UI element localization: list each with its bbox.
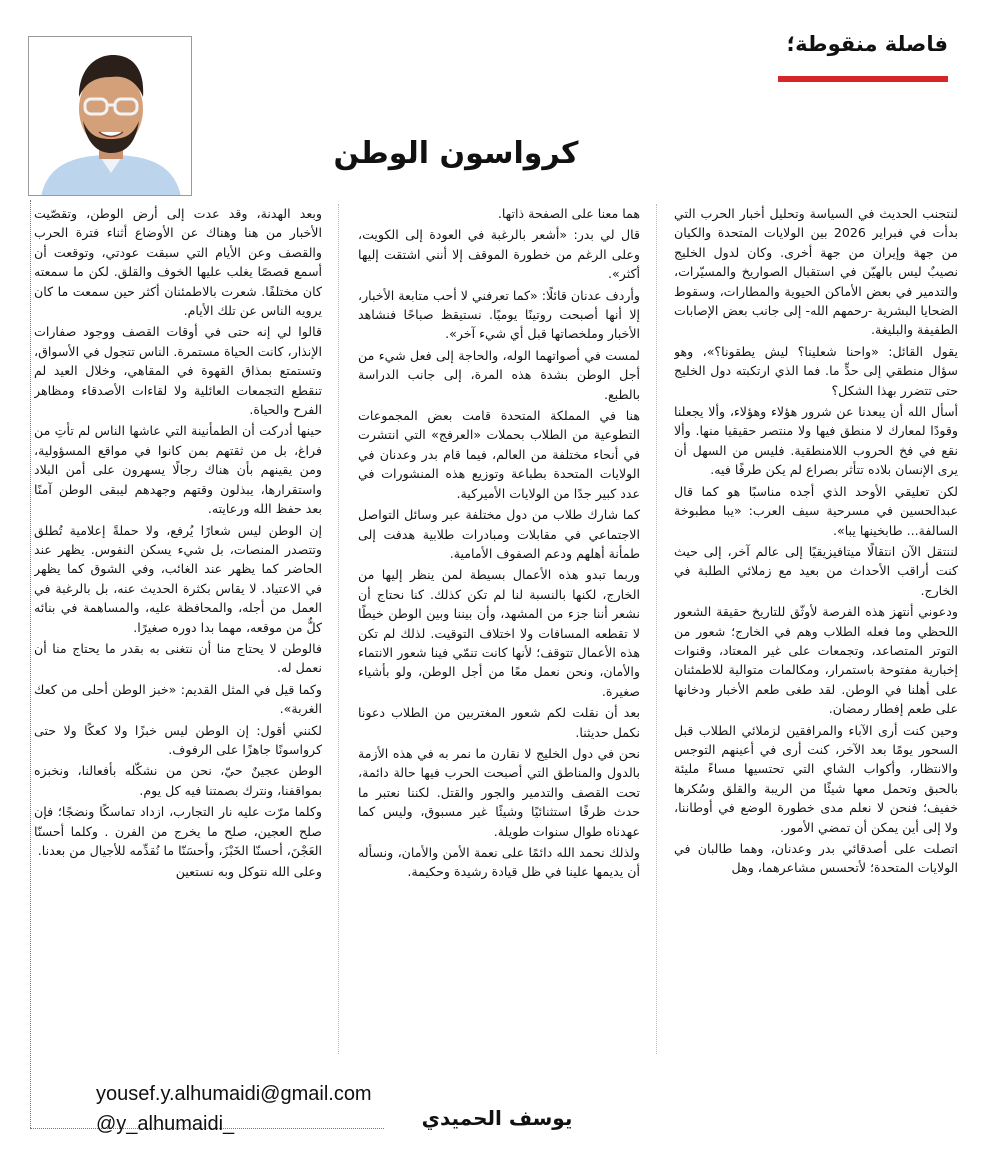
paragraph: ولذلك نحمد الله دائمًا على نعمة الأمن والأمان، ونسأله أن يديمها علينا في ظل قيادة رشيدة وحكيمة. — [358, 845, 640, 880]
article-body — [34, 204, 958, 1054]
author-name: يوسف الحميدي — [421, 1106, 573, 1130]
paragraph: لنتجنب الحديث في السياسة وتحليل أخبار الحرب التي بدأت في فبراير 2026 بين الولايات المتحدة والكيان من جهة وإيران من جهة أخرى. وكان لدول الخليج نصيبٌ ليس بالهيّن في استقبال الصواريخ والمسيّرات، والتدمير في بعض الأماكن الحيوية والمطارات، وسقوط الضحايا البشرية -رحمهم الله- إلى جانب بعض الإصابات الطفيفة والبليغة. — [674, 206, 958, 338]
section-label-text: فاصلة منقوطة؛ — [786, 32, 948, 56]
paragraph: يقول القائل: «واحنا شعلينا؟ ليش يطقونا؟»، وهو سؤال منطقي إلى حدٍّ ما. فما الذي ارتكبته دول الخليج حتى تتضرر بهذا الشكل؟ — [674, 343, 958, 398]
author-photo — [28, 36, 192, 196]
paragraph: وربما تبدو هذه الأعمال بسيطة لمن ينظر إليها من الخارج، لكنها بالنسبة لنا لم تكن كذلك. كنا نحتاج أن نشعر أننا جزء من المشهد، وأن بيننا وبين الوطن خيطًا لا تقطعه المسافات ولا اختلاف التوقيت. لذلك لم تكن هذه الأعمال تتوقف؛ لأنها كانت تنمّي فينا شعور الانتماء والأمان، ونحن نعمل معًا من أجل الوطن، ولو بأشياء صغيرة. — [358, 567, 640, 699]
author-email[interactable]: yousef.y.alhumaidi@gmail.com — [96, 1083, 372, 1105]
paragraph: الوطن عجينٌ حيّ، نحن من نشكّله بأفعالنا، ونخبزه بمواقفنا، ونترك بصمتنا فيه كل يوم. — [34, 763, 322, 798]
paragraph: قال لي بدر: «أشعر بالرغبة في العودة إلى الكويت، وعلى الرغم من خطورة الموقف إلا أنني اشتقت إليها أكثر». — [358, 227, 640, 282]
paragraph: ودعوني أنتهز هذه الفرصة لأوثّق للتاريخ حقيقة الشعور اللحظي وما فعله الطلاب وهم في الخارج؛ شعور من التوتر المتصاعد، وتجمعات على غير المعتاد، وقنوات إخبارية مفتوحة باستمرار، ومكالمات متوالية للاطمئنان على أهلنا في الوطن. لقد طغى طعم الأخبار ودخانها على طعم إفطار رمضان. — [674, 604, 958, 717]
section-label — [778, 32, 948, 56]
article-column-3 — [34, 204, 322, 1054]
paragraph: وأردف عدنان قائلًا: «كما تعرفني لا أحب متابعة الأخبار، إلا أنها أصبحت روتينًا يوميًا. نستيقظ صباحًا فنشاهد الأخبار وملخصاتها قبل أي شيء آخر». — [358, 287, 640, 342]
paragraph: وحين كنت أرى الآباء والمرافقين لزملائي الطلاب قبل السحور يومًا بعد الآخر، كنت أرى في أعينهم التوجس والانتظار، وأكواب الشاي التي تحتسيها مساءً مليئة بالحبق وتحمل معها شيئًا من الريبة والقلق وسُكرها خفيف؛ فنحن لا نعلم مدى خطورة الوضع في أوطاننا، ولا إلى أين يمكن أن تمضي الأمور. — [674, 722, 958, 835]
article-column-1 — [674, 204, 958, 1054]
paragraph: هنا في المملكة المتحدة قامت بعض المجموعات التطوعية من الطلاب بحملات «العرفج» التي انتشرت في أنحاء مختلفة من العالم، فيما قام بدر وعدنان في الولايات المتحدة بطباعة وتوزيع هذه المنشورات في عدد كبير جدًا من الولايات الأميركية. — [358, 408, 640, 501]
paragraph: وعلى الله نتوكل وبه نستعين — [175, 864, 322, 880]
paragraph: أسأل الله أن يبعدنا عن شرور هؤلاء وهؤلاء، وألا يجعلنا وقودًا لمعارك لا منطق فيها ولا منتصر حقيقيا منها. وألا نقع في فخ الحروب اللامنطقية. فليس من السهل أن يرى الإنسان بلاده تتأثر بصراع لم يكن طرفًا فيه. — [674, 404, 958, 478]
paragraph: فالوطن لا يحتاج منا أن نتغنى به بقدر ما يحتاج منا أن نعمل له. — [34, 640, 322, 676]
paragraph: كما شارك طلاب من دول مختلفة عبر وسائل التواصل الاجتماعي في مقابلات ومبادرات طلابية هدفت إلى طمأنة أهلهم ودعم الصفوف الأمامية. — [358, 507, 640, 561]
paragraph: لننتقل الآن انتقالًا ميتافيزيقيًا إلى عالم آخر، إلى حيث كنت أراقب الأحداث من بعيد مع زملائي الطلبة في الخارج. — [674, 543, 958, 598]
author-social-handle[interactable]: @y_alhumaidi_ — [96, 1113, 235, 1135]
section-accent-bar — [778, 76, 948, 82]
frame-divider-vertical — [30, 200, 31, 1128]
paragraph: لكنني أقول: إن الوطن ليس خبزًا ولا كعكًا ولا حتى كرواسونًا جاهزًا على الرفوف. — [34, 722, 322, 757]
paragraph: إن الوطن ليس شعارًا يُرفع، ولا حملةً إعلامية تُطلق وتتصدر المنصات، بل شيء يسكن النفوس. يظهر عند الحاضر كما يظهر عند الغائب، وفي الشوق كما يظهر في الاعتياد. لا يقاس بكثرة الحديث عنه، بل بالرغبة في العمل من أجله، والمحافظة عليه، والمساهمة في بنائه كلٌّ من موقعه، مهما بدا دوره صغيرًا. — [34, 522, 322, 635]
paragraph: وبعد الهدنة، وقد عدت إلى أرض الوطن، وتقصّيت الأخبار من هنا وهناك عن الأوضاع أثناء فترة الحرب والقصف وعن الأيام التي سبقت عودتي، وتوقعت أن أسمع قصصًا يغلب عليها الخوف والقلق. لكن ما سمعته كان مختلفًا. شعرت بالاطمئنان أكثر حين سمعت ما كان يرويه الناس عن تلك الأيام. — [34, 206, 322, 319]
article-title: كرواسون الوطن — [333, 136, 579, 171]
paragraph: هما معنا على الصفحة ذاتها. — [497, 206, 640, 221]
paragraph: اتصلت على أصدقائي بدر وعدنان، وهما طالبان في الولايات المتحدة؛ لأتحسس مشاعرهما، وهل — [674, 841, 958, 876]
paragraph: لكن تعليقي الأوحد الذي أجده مناسبًا هو كما قال عبدالحسين في مسرحية سيف العرب: «يبا مطبوخة السالفة... طابخينها يبا». — [674, 483, 958, 538]
paragraph: وكلما مرّت عليه نار التجارب، ازداد تماسكًا ونضجًا؛ فإن صلح العجين، صلح ما يخرج من الفرن . وكلما أحسنّا العَجْنَ، أحسنّا الخَبْزَ، وأحسَنّا ما نُقدِّمه للأجيال من بعدنا. — [34, 804, 322, 858]
paragraph: بعد أن نقلت لكم شعور المغتربين من الطلاب دعونا نكمل حديثنا. — [358, 705, 640, 740]
paragraph: نحن في دول الخليج لا نقارن ما نمر به في هذه الأزمة بالدول والمناطق التي أصبحت الحرب فيها حالة دائمة، تحت القصف والتدمير والجور والقتل. لكننا نعتبر ما حدث ظرفًا استثنائيًا وشيئًا غير مسبوق، وليس كما عهدناه طوال سنوات طويلة. — [358, 745, 640, 839]
paragraph: قالوا لي إنه حتى في أوقات القصف ووجود صفارات الإنذار، كانت الحياة مستمرة. الناس تتجول في الأسواق، وتستمتع بمذاق القهوة في المقاهي، وخلال العيد لم تنقطع التجمعات العائلية ولا لقاءات الأصدقاء ومظاهر الفرح والحياة. — [34, 324, 322, 418]
paragraph: لمست في أصواتهما الوله، والحاجة إلى فعل شيء من أجل الوطن بشدة هذه المرة، إلى جانب الدراسة بالطبع. — [358, 347, 640, 402]
paragraph: حينها أدركت أن الطمأنينة التي عاشها الناس لم تأتِ من فراغ، بل من ثقتهم بمن كانوا في مواقع المسؤولية، ومن يقينهم بأن هناك رجالًا يسهرون على أمن البلاد واستقرارها، يبذلون وقتهم وجهدهم ليبقى الوطن آمنًا بعد حفظ الله ورعايته. — [34, 423, 322, 517]
article-column-2 — [358, 204, 640, 1054]
paragraph: وكما قيل في المثل القديم: «خبز الوطن أحلى من كعك الغربة». — [34, 681, 322, 717]
